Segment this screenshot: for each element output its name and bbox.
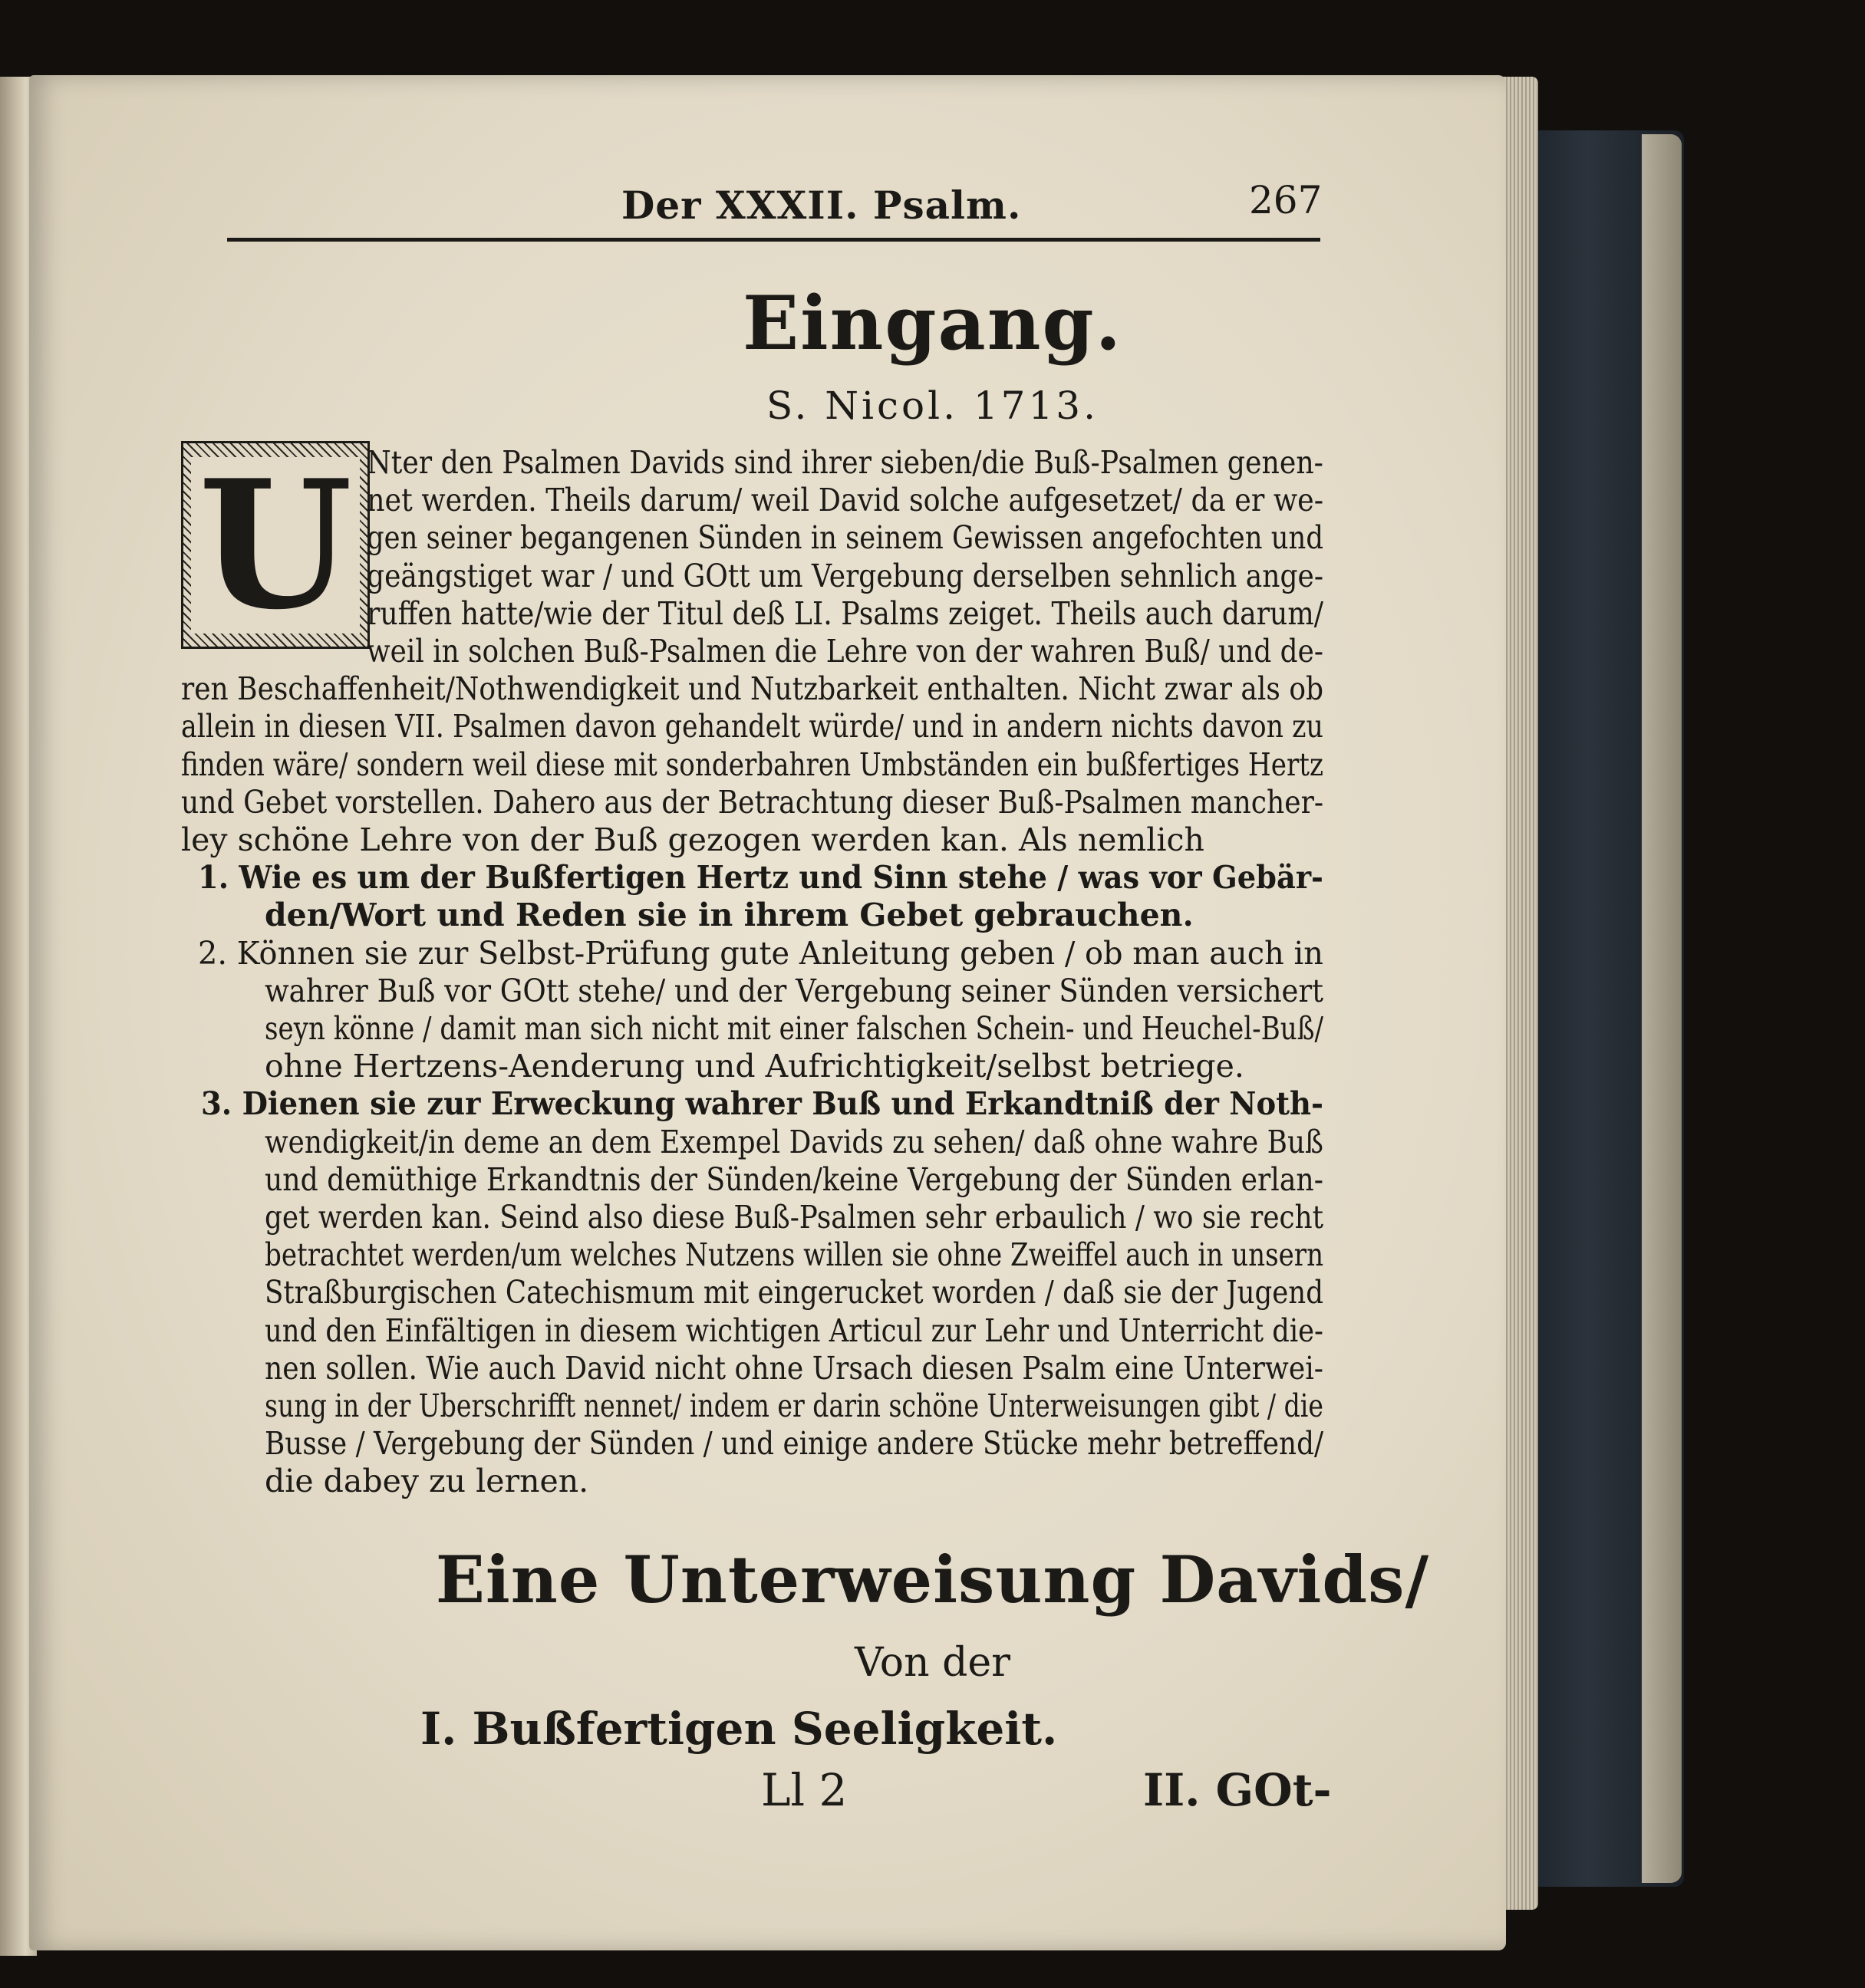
decorated-initial bbox=[181, 441, 370, 649]
text-line: 2. Können sie zur Selbst-Prüfung gute Anleitung geben / ob man auch in bbox=[198, 934, 1323, 972]
text-line: ruffen hatte/wie der Titul deß LI. Psalms zeiget. Theils auch darum/ bbox=[367, 594, 1323, 632]
running-head: Der XXXII. Psalm. bbox=[621, 183, 1022, 228]
text-line: ren Beschaffenheit/Nothwendigkeit und Nutzbarkeit enthalten. Nicht zwar als ob bbox=[181, 670, 1324, 708]
text-line: die dabey zu lernen. bbox=[265, 1463, 589, 1500]
text-line: gen seiner begangenen Sünden in seinem Gewissen angefochten und bbox=[367, 519, 1323, 557]
text-line: net werden. Theils darum/ weil David solche aufgesetzet/ da er we- bbox=[367, 482, 1324, 519]
text-line: 1. Wie es um der Bußfertigen Hertz und Sinn stehe / was vor Gebär- bbox=[198, 859, 1323, 897]
date-line: S. Nicol. 1713. bbox=[766, 383, 1099, 428]
text-line: Nter den Psalmen Davids sind ihrer sieben/die Buß-Psalmen genen- bbox=[367, 444, 1323, 481]
text-line: weil in solchen Buß-Psalmen die Lehre von der wahren Buß/ und de- bbox=[367, 633, 1323, 670]
psalm-heading: Eine Unterweisung Davids/ bbox=[435, 1542, 1430, 1618]
text-line: 3. Dienen sie zur Erweckung wahrer Buß und Erkandtniß der Noth- bbox=[201, 1085, 1323, 1123]
text-line: wahrer Buß vor GOtt stehe/ und der Vergebung seiner Sünden versichert bbox=[265, 972, 1324, 1009]
signature-mark: Ll 2 bbox=[761, 1764, 848, 1816]
page-number: 267 bbox=[1249, 178, 1323, 222]
text-line: geängstiget war / und GOtt um Vergebung derselben sehnlich ange- bbox=[367, 557, 1324, 594]
text-line: Straßburgischen Catechismum mit eingerucket worden / daß sie der Jugend bbox=[265, 1274, 1324, 1312]
text-line: den/Wort und Reden sie in ihrem Gebet gebrauchen. bbox=[265, 897, 1194, 934]
sub-heading: Von der bbox=[854, 1640, 1011, 1686]
text-line: und demüthige Erkandtnis der Sünden/keine Vergebung der Sünden erlan- bbox=[265, 1160, 1323, 1198]
text-line: get werden kan. Seind also diese Buß-Psalmen sehr erbaulich / wo sie recht bbox=[265, 1199, 1324, 1236]
text-line: Busse / Vergebung der Sünden / und einige andere Stücke mehr betreffend/ bbox=[265, 1425, 1324, 1463]
item-heading: I. Bußfertigen Seeligkeit. bbox=[420, 1703, 1058, 1755]
text-line: betrachtet werden/um welches Nutzens willen sie ohne Zweiffel auch in unsern bbox=[265, 1236, 1324, 1274]
text-line: und den Einfältigen in diesem wichtigen Articul zur Lehr und Unterricht die- bbox=[265, 1312, 1323, 1349]
text-line: wendigkeit/in deme an dem Exempel Davids zu sehen/ daß ohne wahre Buß bbox=[265, 1123, 1323, 1160]
text-line: allein in diesen VII. Psalmen davon gehandelt würde/ und in andern nichts davon zu bbox=[181, 708, 1323, 746]
section-title: Eingang. bbox=[742, 280, 1123, 367]
text-line: ohne Hertzens-Aenderung und Aufrichtigkeit/selbst betriege. bbox=[265, 1048, 1244, 1085]
text-line: sung in der Uberschrifft nennet/ indem er darin schöne Unterweisungen gibt / die bbox=[265, 1387, 1323, 1424]
text-line: ley schöne Lehre von der Buß gezogen werden kan. Als nemlich bbox=[181, 821, 1204, 858]
text-line: und Gebet vorstellen. Dahero aus der Betrachtung dieser Buß-Psalmen mancher- bbox=[181, 783, 1324, 821]
header-rule bbox=[227, 238, 1320, 242]
text-line: nen sollen. Wie auch David nicht ohne Ursach diesen Psalm eine Unterwei- bbox=[265, 1349, 1323, 1387]
initial-letter: U bbox=[191, 457, 361, 634]
text-line: seyn könne / damit man sich nicht mit einer falschen Schein- und Heuchel-Buß/ bbox=[265, 1010, 1324, 1047]
catchword: II. GOt- bbox=[1143, 1764, 1332, 1816]
text-line: finden wäre/ sondern weil diese mit sonderbahren Umbständen ein bußfertiges Hertz bbox=[181, 746, 1324, 783]
